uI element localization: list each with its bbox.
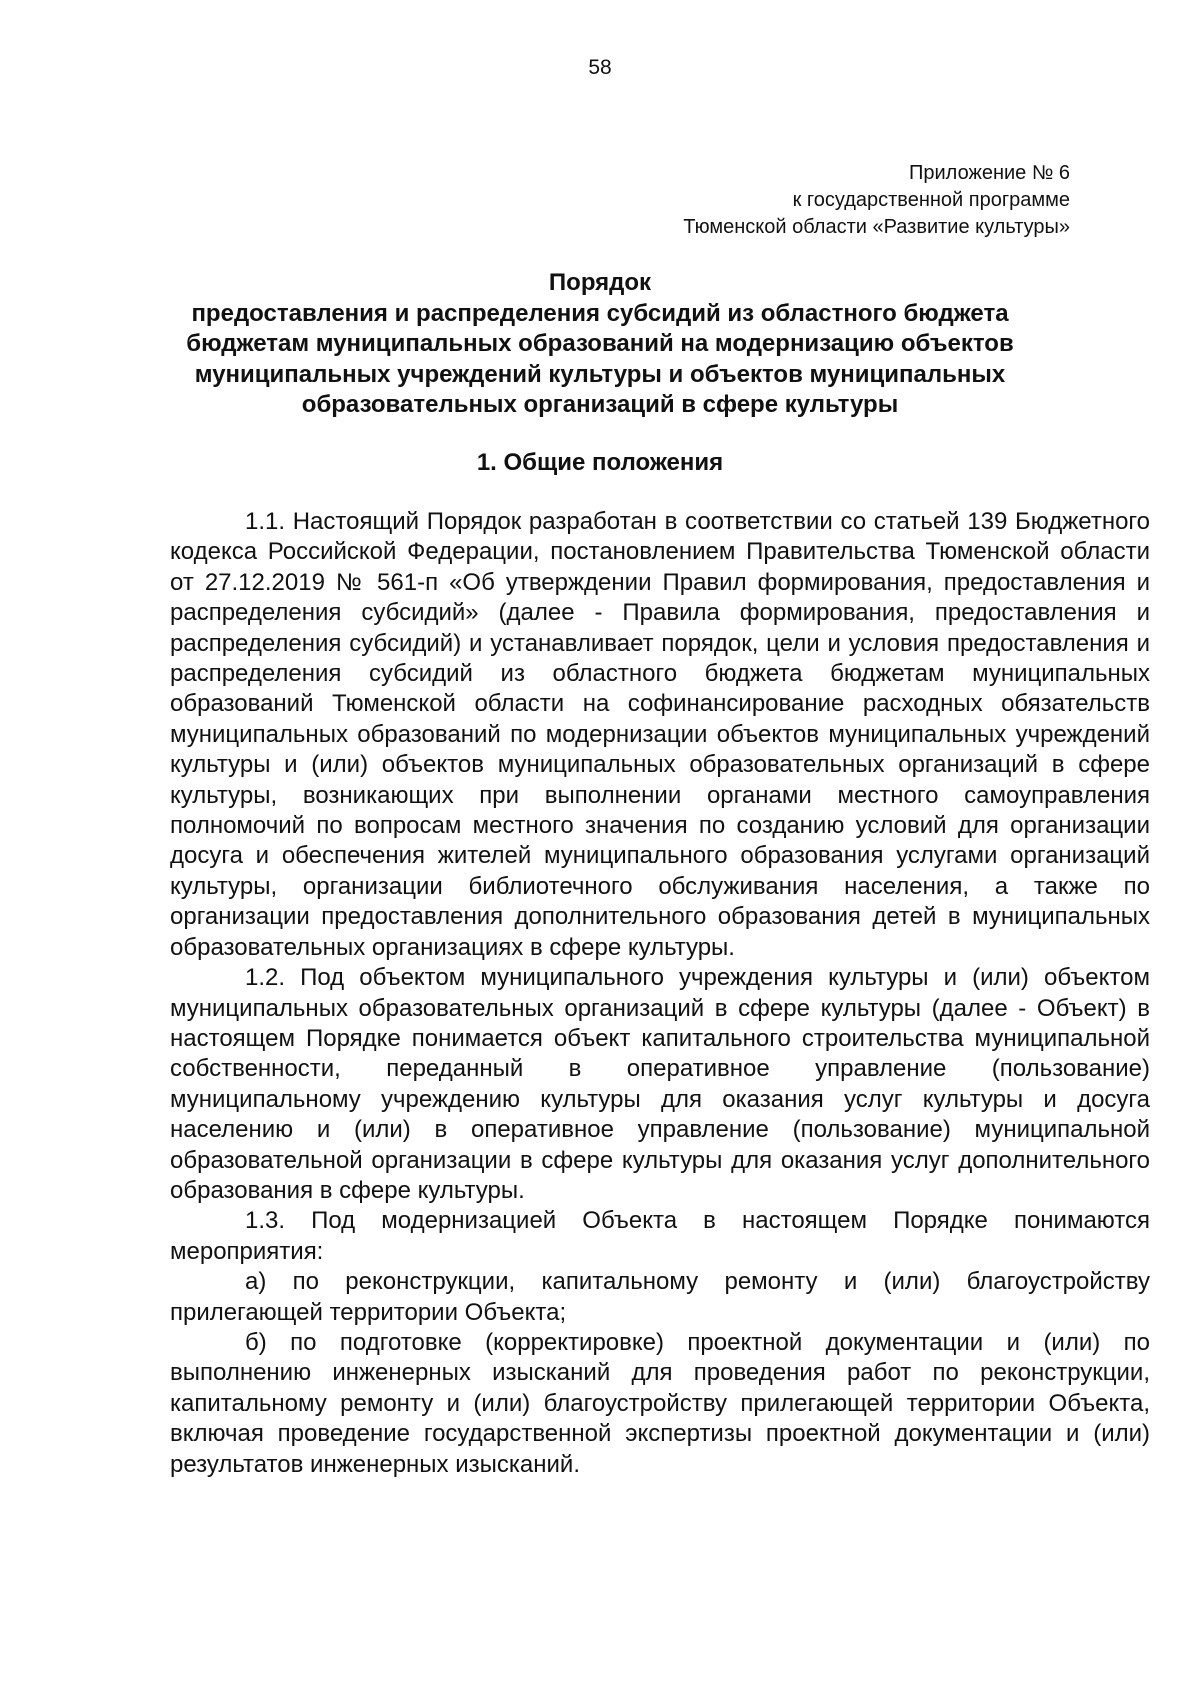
title-line: бюджетам муниципальных образований на модернизацию объектов bbox=[186, 330, 1014, 357]
appendix-line: Тюменской области «Развитие культуры» bbox=[683, 216, 1070, 238]
title-line: предоставления и распределения субсидий из областного бюджета bbox=[191, 299, 1009, 327]
paragraph-1-1: 1.1. Настоящий Порядок разработан в соответствии со статьей 139 Бюджетного кодекса Российской Федерации, постановлением Правительства Тюменской области от 27.12.2019 № 561-п «Об утверждении Правил формирования, предоставления и распределения субсидий» (далее - Правила формирования, предоставления и распределения субсидий) и устанавливает порядок, цели и условия предоставления и распределения субсидий из областного бюджета бюджетам муниципальных образований Тюменской области на софинансирование расходных обязательств муниципальных образований по модернизации объектов муниципальных учреждений культуры и (или) объектов муниципальных образовательных организаций в сфере культуры, возникающих при выполнении органами местного самоуправления полномочий по вопросам местного значения по созданию условий для организации досуга и обеспечения жителей муниципального образования услугами организаций культуры, организации библиотечного обслуживания населения, а также по организации предоставления дополнительного образования детей в муниципальных образовательных организациях в сфере культуры. bbox=[170, 508, 1150, 961]
appendix-line: Приложение № 6 bbox=[909, 162, 1070, 184]
paragraph-1-3: 1.3. Под модернизацией Объекта в настоящем Порядке понимаются мероприятия: bbox=[170, 1207, 1150, 1265]
section-heading: 1. Общие положения bbox=[476, 449, 724, 476]
document-body bbox=[170, 507, 1150, 1480]
title-line: муниципальных учреждений культуры и объектов муниципальных bbox=[194, 360, 1006, 388]
appendix-line: к государственной программе bbox=[792, 189, 1070, 211]
title-line: образовательных организаций в сфере культуры bbox=[301, 391, 899, 418]
page-number: 58 bbox=[588, 56, 612, 79]
paragraph-1-2: 1.2. Под объектом муниципального учреждения культуры и (или) объектом муниципальных образовательных организаций в сфере культуры (далее - Объект) в настоящем Порядке понимается объект капитального строительства муниципальной собственности, переданный в оперативное управление (пользование) муниципальному учреждению культуры для оказания услуг культуры и досуга населению и (или) в оперативное управление (пользование) муниципальной образовательной организации в сфере культуры для оказания услуг дополнительного образования в сфере культуры. bbox=[170, 964, 1150, 1204]
appendix-note bbox=[683, 160, 1070, 241]
title-line: Порядок bbox=[548, 269, 652, 296]
document-title bbox=[170, 268, 1030, 421]
paragraph-item-a: а) по реконструкции, капитальному ремонту и (или) благоустройству прилегающей территории Объекта; bbox=[170, 1268, 1150, 1326]
paragraph-item-b: б) по подготовке (корректировке) проектной документации и (или) по выполнению инженерных изысканий для проведения работ по реконструкции, капитальному ремонту и (или) благоустройству прилегающей территории Объекта, включая проведение государственной экспертизы проектной документации и (или) результатов инженерных изысканий. bbox=[170, 1328, 1150, 1478]
